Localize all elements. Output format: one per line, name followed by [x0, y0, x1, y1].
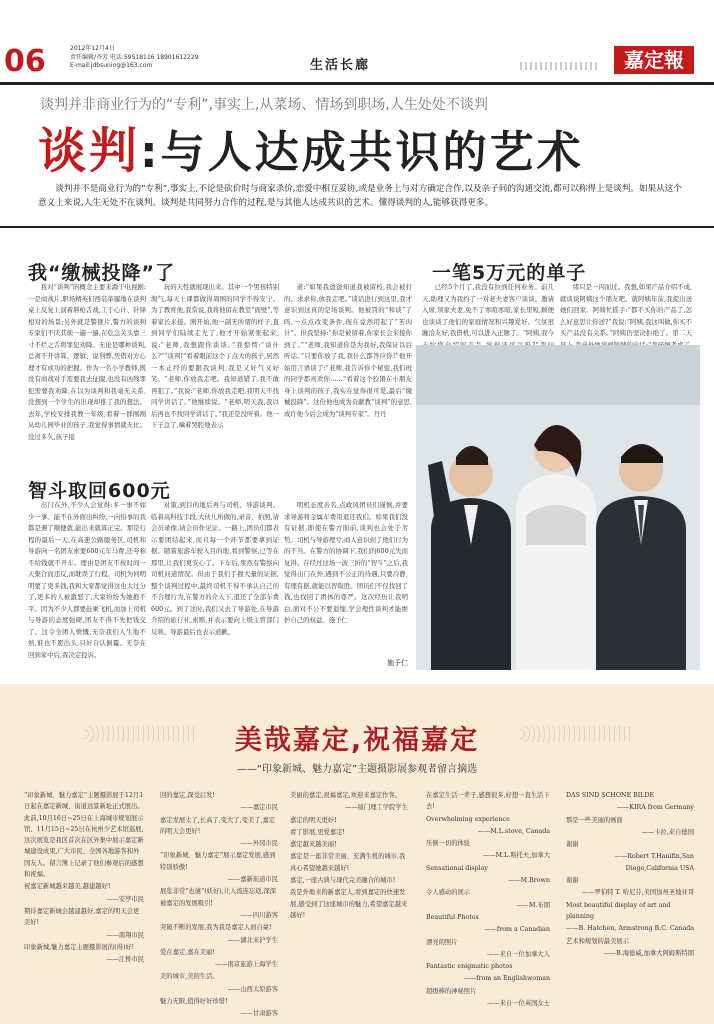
email-line: E-mail:jdbsuning@163.com: [70, 62, 153, 69]
guestbook-message: DAS SIND SCHONE BILDE: [566, 792, 655, 799]
guestbook-signature: ——B.海德威,加拿大阿姆斯特朗: [603, 949, 694, 957]
section-title: 生活长廊: [310, 58, 371, 73]
story3-heading: 智斗取回600元: [28, 480, 171, 502]
header-meta: [70, 45, 198, 71]
story2-heading: 一笔5万元的单子: [432, 262, 587, 284]
story3-col3: 明机态度善名,点政风团员们谨慎,并要求导游将金属车费用退还我们。如果我们没有证据,即使在警方面前,谈判也会处于劣势。司机与导游理亏,商人意识到了他们行为的不当。在警方的协调下,我们的600元失而复得。在经过这场一波三折的“智斗”之后,我觉得出门在外,遇到不公正的待遇,只要冷静,有理有据,就能以智取胜。团员们不仅找回了钱,也找回了团体的尊严。这次经历让我明白,面对不公不要退缩,学会理性谈判才能维护自己的权益。施予仁: [284, 501, 408, 624]
guestbook-col2: [160, 790, 278, 1018]
guestbook-signature: ——来自一位加拿大人: [487, 950, 550, 958]
guestbook-signature: ——罗伯特 T. 哈尼芬,美国加州圣地亚哥: [581, 889, 694, 897]
guestbook-message: 谢谢: [566, 841, 579, 849]
guestbook-col1: [24, 790, 144, 1018]
guestbook-message: 嘉定是一座非常美丽、充满生机的城市,我真心希望她越来越好!: [290, 853, 406, 872]
guestbook-signature: ——KIRA from Germany: [616, 804, 694, 812]
feature-lead: 谈判并不是商业行为的“专利”,事实上,不论是砍价时与商家杀价,恋爱中相互妥协,或是业务上与对方确定合作,以及亲子间的沟通交流,都可以称得上是谈判。如果从这个意义上来说,人生无处不在谈判。谈判是共同努力合作的过程,是与其他人达成共识的艺术。懂得谈判的人,能够获得更多。: [38, 184, 682, 208]
guestbook-subtitle: ——“印象新城、魅力嘉定”主题摄影展参观者留言摘选: [236, 764, 478, 775]
guestbook-signature: ——来自一位英国女士: [487, 1000, 550, 1008]
story3-col1: 出门在外,不少人会觉得:多一事不如少一事。能不在外面出纠纷,一向怕事的我都是遇了顺便就,能出来就算正完。那是行程的最后一天,在高速公路服务区,司机和导游向一名团友索要600元车马费,还夸称不给钱就不开车。理由是团友不按时间一天集合而违反,而耽误了行程。司机为何明明要了更多钱,我和大家都觉得这也太过分了,更多的人被激怒了,大家纷纷为她抱不平。因为不少人都要赶乘飞机,而加上司机与导游的态度强硬,团友不得不先把钱交了。这令全团人愤慨,无奈我们人生地不熟,谁也不愿出头,只好自认倒霉。无奈在回到家中后,我决定投诉。: [28, 501, 146, 659]
guestbook-signature: ——M.Brown: [508, 877, 550, 885]
guestbook-signature: ——from an Englishwoman: [463, 975, 550, 983]
story1-col2: 玩的天性就展现出来。其中一个男孩特别淘气,每天上课都做得周围的同学不得安宁。为了教育他,我常说,我将他留在教室“面壁”,等着家长来接。刚开始,他一副无所谓的样子,直到同学们陆续走光了,他才开始紧张起来,说:“老师,我想跟你谈谈。”我惊愕:“谈什么?”“谈判!”看着眼前这个丁点大的孩子,居然一本正经的要跟我谈判,我是又好气又好笑。“老师,你放我走吧。我知道错了,我不敢再犯了。”我说:“老师,你放我走吧,我明天不找同学讲话了。”他继续说。“老师,明天我,我以后再也不找同学讲话了。”我还是没听着。他一下子急了,噙着哭腔地表示: [151, 283, 279, 429]
guestbook-message: 看了影展,更爱嘉定!: [290, 828, 345, 836]
guestbook-signature: ——南翔市民: [106, 931, 144, 939]
guestbook-signature: ——甘肃游客: [240, 1010, 278, 1018]
guestbook-message: 那是一些美丽的画面: [566, 816, 623, 824]
guestbook-message: 美的城市,美的生活。: [160, 973, 219, 981]
guestbook-signature: ——江桥市民: [106, 956, 144, 964]
guestbook-signature: ——安亭市民: [106, 895, 144, 903]
guestbook-message: 超级棒的神秘照片: [426, 987, 477, 995]
guestbook-message: 展览非常“也谜”(妖好),让人流连忘返,深深被嘉定的发展吸引!: [160, 888, 277, 907]
guestbook-message: Overwhelming experience: [426, 815, 510, 823]
guestbook-message: 令人感动的展示: [426, 889, 471, 897]
guestbook-signature: ——南京旅游上海学生: [215, 961, 278, 969]
story3-author: 施予仁: [387, 659, 408, 667]
guestbook-col3: [290, 790, 408, 1018]
guestbook-message: 压倒一切的体验: [426, 840, 471, 848]
guestbook-message: 爱在嘉定,嘉在美丽!: [160, 948, 215, 956]
feature-title: [38, 112, 584, 181]
guestbook-message: Fantastic enigmatic photos: [426, 963, 513, 971]
guestbook-col4: [426, 790, 550, 1018]
guestbook-signature: ——嘉定市民: [240, 804, 278, 812]
guestbook-signature: ——M.L.stove, Canada: [477, 827, 550, 835]
guestbook-message: “印象新城、魅力嘉定”主题摄影展于12月1日起在嘉定新城、街道远景新址正式展出。此前,10月16日~25日在上海城市规划展示馆、11月15日~25日在杭州少艺术馆巡展,这次展览是我区首次在区外集中展示嘉定新城建设成果,广大市民、全国各地游客和外国友人。留言簿上记录了他们参观后的感想和祝福。: [24, 792, 144, 879]
guestbook-message: Most beautiful display of art and planning: [566, 901, 671, 920]
guestbook-message: 我是外地来的新嘉定人,看到嘉定的快速发展,感受到了这座城市的魅力,希望嘉定越来越好!: [290, 889, 408, 919]
guestbook-message: 谢谢: [566, 877, 579, 885]
feature-subhead: 谈判并非商业行为的“专利”,事实上,从菜场、情场到职场,人生处处不谈判: [40, 97, 488, 113]
guestbook-message: 回的嘉定,深受启发!: [160, 792, 215, 799]
guestbook-message: 期待嘉定新城会越建越好,嘉定的明天会更美好!: [24, 907, 140, 927]
editor-line: 责任编辑/齐芳 电话:59518116 18901612229: [70, 53, 199, 61]
guestbook-message: 祝嘉定新城越来越美,越建越好!: [24, 883, 111, 891]
guestbook-signature: ——外冈市民: [240, 840, 278, 848]
guestbook-signature: ——Robert T.Hanifin,San Diego,California USA: [614, 853, 694, 872]
story1-col1: 我对“谈判”的概念主要来源于电视剧:一是商战片,职场精英们西装革履地在谈判桌上反复上演着唇枪舌战,工于心计、针锋相对的场景;另外就是警匪片,警方的谈判专家们不厌其烦一遍一遍,在危急关头靠三寸不烂之舌将罪犯劝降。无论是哪种谈判,总离不开讲算、逻辑、说利弊,凭借对方心理才有成功的把握。作为一名小学教师,既没有商战对手需要我去征服,也没有凶残罪犯需要我劝降,在以为谈判和我毫无关系,没想到一个学生的出现却推了我的想法。去年,学校安排我教一年级,看着一群刚刚从幼儿园毕业的孩子,我觉得事情就无比。没过多久,孩子接: [28, 283, 146, 441]
guestbook-col5: [566, 790, 694, 1018]
story3-col2: 对策,到目的地后再与司机、导游谈判。临着高科技手段,大伙儿所做的,录音、拍照,请会员录像,请会员作见证。一路上,团员们都表示要团结起来,而且每一个环节都要拿到证据。随着旅游车驶入目的地,看到警察,已等在那里,让我们更安心了。下车后,果然有警察向司机问道情况。但由于我们手握大量的证据,整个谈判过程中,最终司机不得不承认自己的不合理行为,在警方的介入下,退还了全部车费600元。到了这时,我们又去了导游处,在导游介绍的旅行社,索赔,并表示要向上级主管部门反映。导游最后也表示道歉。: [151, 501, 279, 636]
business-team-photo: [416, 345, 700, 670]
guestbook-message: 嘉定发展太了,长高了,变大了,变美了,嘉定的明天会更好!: [160, 816, 276, 835]
guestbook-message: 魅力无限,值得好好珍惜!: [160, 998, 228, 1006]
guestbook-message: 艺术和规划的最美展示: [566, 937, 629, 945]
guestbook-message: 嘉定的明天更好!: [290, 816, 337, 824]
guestbook-message: 在嘉定生活一辈子,感想很多,好想一直生活下去!: [426, 792, 550, 811]
guestbook-signature: ——M.布朗: [516, 901, 550, 909]
date-line: 2012年12月4日: [70, 45, 115, 52]
guestbook-message: Beautiful Photos: [426, 913, 479, 921]
header-dots: [520, 62, 600, 70]
guestbook-message: “印象新城、魅力嘉定”展示嘉定发展,感到特别骄傲!: [160, 852, 276, 871]
guestbook-signature: ——from a Canadian: [484, 926, 550, 934]
page-number: 06: [4, 44, 46, 79]
guestbook-message: Sensational display: [426, 864, 488, 872]
guestbook-title: 美哉嘉定,祝福嘉定: [234, 725, 480, 756]
guestbook-message: 美丽的嘉定,祝福嘉定,欢迎来嘉定作客。: [290, 792, 402, 799]
title-rest: :与人达成共识的艺术: [140, 127, 584, 178]
guestbook-message: 印象新城,魅力嘉定主题摄影展的(得)好!: [24, 943, 135, 951]
guestbook-message: 嘉定越来越美丽!: [290, 841, 337, 849]
guestbook-signature: ——湖北来沪学生: [227, 936, 278, 944]
guestbook-message: 漂亮的照片: [426, 938, 458, 946]
business-team-icon: [416, 345, 700, 670]
guestbook-message: 嘉定,一座古典与现代完美融合的城市!: [290, 877, 396, 885]
guestbook-signature: ——B. Hatchen, Armstrong B.C. Canada: [566, 925, 694, 933]
title-red: 谈判: [38, 123, 141, 179]
story1-heading: 我“缴械投降”了: [28, 262, 175, 284]
guestbook-message: 突破不断的发展,我为我是嘉定人而自豪!: [160, 924, 272, 932]
guestbook-signature: ——厦门理工学院学生: [345, 804, 408, 812]
guestbook-signature: ——嘉新街道市民: [227, 876, 278, 884]
story1-col3: 道:“如果我爸爸知道我被留校,我会被打的。求求你,放我走吧。”谈话进行到这里,我才意识到这真的是场谈判。他被罚的“和谈”了吗,一点点改变条件,现在竟然用起了“苦肉计”。但我坚持:“你是被留着,你家长会来接你到了。”“老师,我知道你是为我好,我保证以后听话。”只要你放了我,我什么都答应你!”他开始用言语谈了:“老师,我告诉你个秘密,我们班的同学都喜欢你……”看着这个狡猾在小朋友身上谈判的孩子,我实在觉得很可爱,最后“缴械投降”。这份他也成为贡献教“谈判”的意思,或许他今后会成为“谈判专家”。丹丹: [284, 283, 412, 418]
story2-col1: 已经5个月了,我没有拉到任何业务。前几天,助理又为我约了一对老夫妻客户谈谈。邀请入席,领家夫妻,免不了寒暄寒暄,家长里短,顺便也谈谈了他们的家庭情况和兴趣爱好。气氛很融洽友好,我借机,可以进入正题了。“阿姨,我今: [422, 283, 554, 337]
newspaper-logo: 嘉定報: [614, 46, 694, 74]
guestbook-signature: ——山西太原游客: [227, 985, 278, 993]
guestbook-signature: ——四川游客: [240, 911, 278, 919]
guestbook-signature: ——M.L.斯托夫,加拿大: [482, 852, 550, 860]
guestbook-signature: ——卡拉,来自德国: [641, 828, 694, 836]
divider: [0, 226, 714, 228]
story2-col2: 绪只是一闪而过。我想,如果产品介绍不成,就谈谈阿姨这个朋友吧。就阿姨年前,我提出送她们回家。阿姨忙摇手:“都不买你的产品了,怎么好意思让你送?”我说:“阿姨,我这叫做,你买不买产品没有关系。”阿姨仍坚决拒绝了。第二天: [560, 283, 692, 337]
